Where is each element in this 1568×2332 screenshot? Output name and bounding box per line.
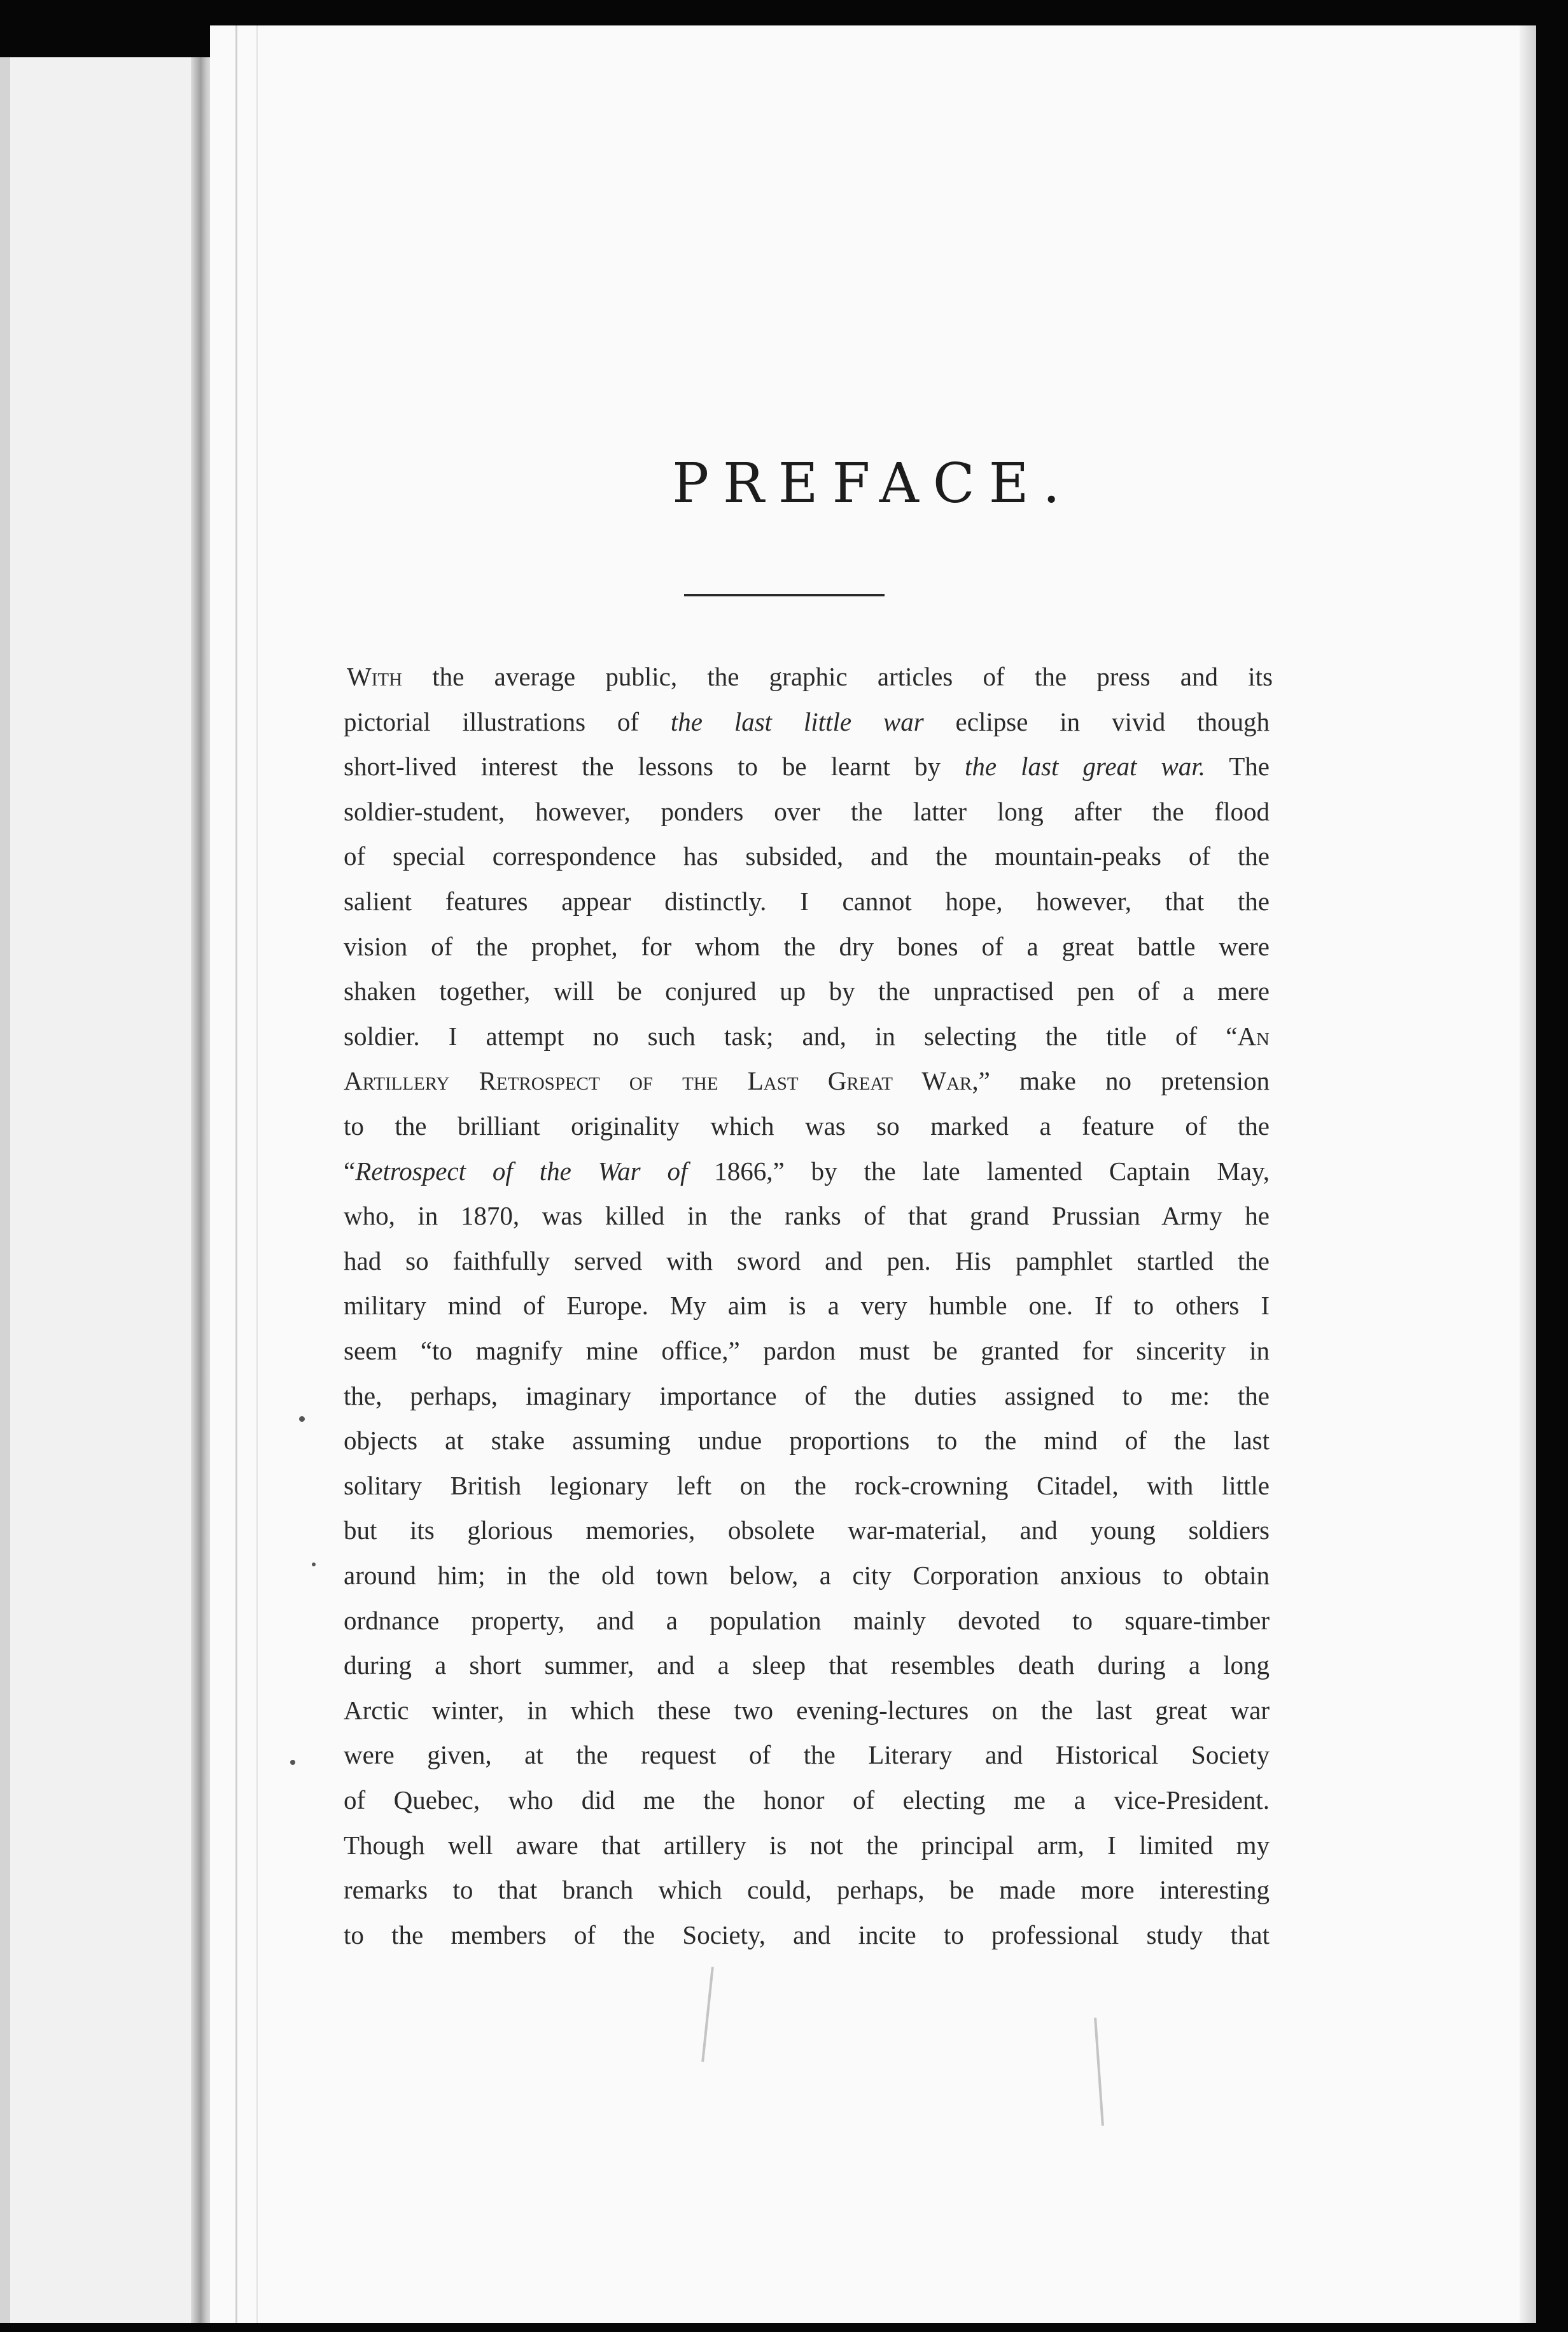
text-segment: but its glorious memories, obsolete war-material, and young soldiers xyxy=(344,1515,1270,1545)
text-line xyxy=(344,1240,1270,1282)
text-line xyxy=(344,790,1270,832)
text-line xyxy=(344,1554,1270,1596)
ink-speck xyxy=(299,1416,305,1422)
facing-page xyxy=(0,57,202,2323)
text-line xyxy=(347,656,1273,698)
text-line xyxy=(344,1150,1270,1192)
text-line xyxy=(344,1465,1270,1507)
text-segment: eclipse in vivid though xyxy=(923,706,1270,736)
text-line xyxy=(344,1914,1270,1956)
page-title: PREFACE. xyxy=(672,452,1074,516)
text-segment: Artillery Retrospect of the Last Great War, xyxy=(344,1066,979,1096)
text-segment: during a short summer, and a sleep that resembles death during a long xyxy=(344,1650,1270,1680)
facing-page-edge xyxy=(0,57,10,2323)
text-line xyxy=(344,1824,1270,1866)
text-line xyxy=(344,1015,1270,1057)
text-segment: short-lived interest the lessons to be learnt by xyxy=(344,752,965,782)
text-line xyxy=(344,925,1270,967)
text-segment: military mind of Europe. My aim is a very humble one. If to others I xyxy=(344,1291,1270,1321)
text-segment: the average public, the graphic articles of the press and its xyxy=(402,662,1273,691)
text-line xyxy=(344,1284,1270,1326)
text-line xyxy=(344,745,1270,787)
text-segment: Arctic winter, in which these two evening-lectures on the last great war xyxy=(344,1695,1270,1725)
text-segment: Retrospect of the War of xyxy=(355,1156,688,1186)
preface-page xyxy=(210,25,1536,2323)
text-line xyxy=(344,970,1270,1012)
text-segment: pictorial illustrations of xyxy=(344,706,671,736)
text-line xyxy=(344,1644,1270,1686)
text-segment: the last great war. xyxy=(965,752,1205,782)
text-segment: shaken together, will be conjured up by the unpractised pen of a mere xyxy=(344,976,1270,1006)
text-segment: soldier. I attempt no such task; and, in selecting the title of “ xyxy=(344,1021,1238,1051)
ink-speck xyxy=(290,1760,295,1765)
text-segment: ordnance property, and a population mainly devoted to square-timber xyxy=(344,1605,1270,1635)
text-line xyxy=(344,1375,1270,1417)
text-segment: were given, at the request of the Literary and Historical Society xyxy=(344,1740,1270,1770)
text-segment: objects at stake assuming undue proportions to the mind of the last xyxy=(344,1426,1270,1456)
text-line xyxy=(344,1869,1270,1911)
preface-body xyxy=(210,25,1536,2323)
text-segment: solitary British legionary left on the rock-crowning Citadel, with little xyxy=(344,1470,1270,1500)
ink-speck xyxy=(312,1563,316,1566)
text-line xyxy=(344,1599,1270,1641)
text-segment: vision of the prophet, for whom the dry bones of a great battle were xyxy=(344,931,1270,961)
text-line xyxy=(344,1105,1270,1147)
text-line xyxy=(344,1419,1270,1461)
text-line xyxy=(344,1195,1270,1237)
text-line xyxy=(344,1779,1270,1821)
text-line xyxy=(344,1060,1270,1102)
text-segment: Though well aware that artillery is not the principal arm, I limited my xyxy=(344,1830,1270,1860)
book-gutter xyxy=(191,57,213,2323)
text-segment: of special correspondence has subsided, and the mountain-peaks of the xyxy=(344,841,1270,871)
text-segment: around him; in the old town below, a city Corporation anxious to obtain xyxy=(344,1561,1270,1590)
text-segment: The xyxy=(1205,752,1270,782)
text-segment: the last little war xyxy=(670,706,924,736)
text-segment: of Quebec, who did me the honor of electing me a vice-President. xyxy=(344,1785,1270,1815)
text-line xyxy=(344,1689,1270,1731)
text-segment: “ xyxy=(344,1156,356,1186)
text-segment: who, in 1870, was killed in the ranks of that grand Prussian Army he xyxy=(344,1201,1270,1231)
text-line xyxy=(344,701,1270,743)
text-line xyxy=(344,880,1270,922)
text-segment: to the members of the Society, and incite to professional study that xyxy=(344,1920,1270,1949)
text-line xyxy=(344,835,1270,877)
text-line xyxy=(344,1509,1270,1551)
text-segment: the, perhaps, imaginary importance of the duties assigned to me: the xyxy=(344,1380,1270,1410)
text-segment: had so faithfully served with sword and pen. His pamphlet startled the xyxy=(344,1246,1270,1275)
text-segment: seem “to magnify mine office,” pardon must be granted for sincerity in xyxy=(344,1336,1270,1365)
text-segment: soldier-student, however, ponders over the latter long after the flood xyxy=(344,796,1270,826)
text-segment: salient features appear distinctly. I cannot hope, however, that the xyxy=(344,887,1270,916)
text-segment: ” make no pretension xyxy=(978,1066,1270,1096)
text-line xyxy=(344,1734,1270,1776)
text-segment: remarks to that branch which could, perhaps, be made more interesting xyxy=(344,1875,1270,1905)
text-segment: 1866,” by the late lamented Captain May, xyxy=(687,1156,1270,1186)
text-line xyxy=(344,1330,1270,1372)
text-segment: With xyxy=(347,662,403,691)
text-segment: to the brilliant originality which was so marked a feature of the xyxy=(344,1111,1270,1141)
text-segment: An xyxy=(1237,1021,1270,1051)
